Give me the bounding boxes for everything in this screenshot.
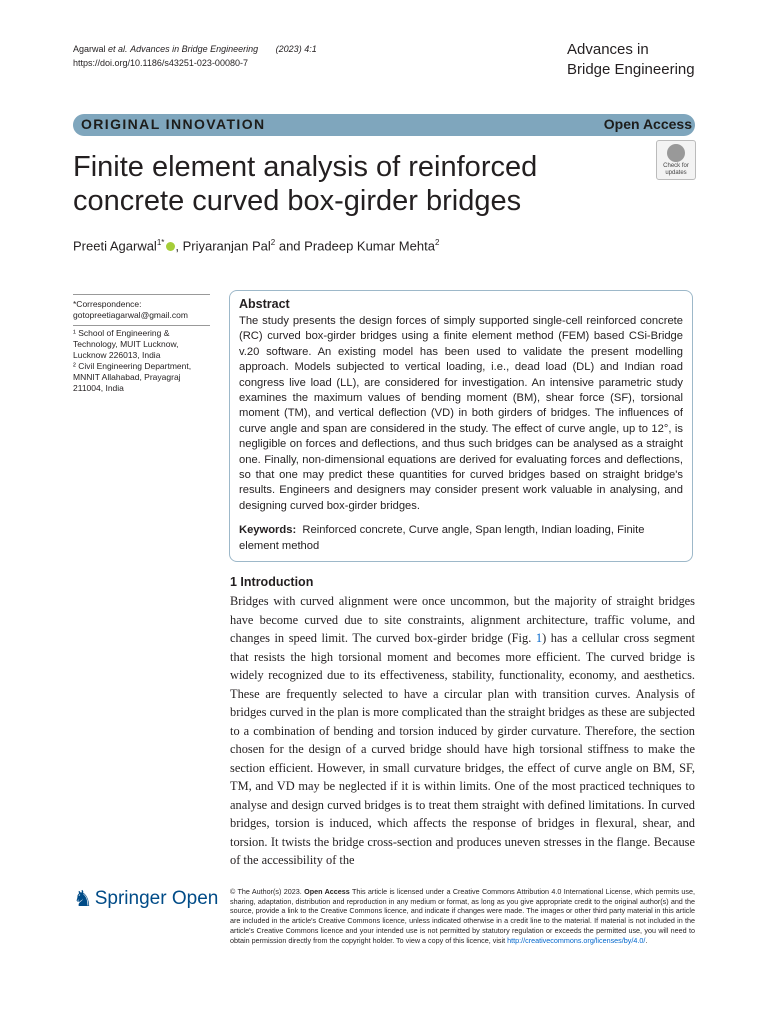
journal-name [567,40,695,80]
abstract-text: The study presents the design forces of simply supported single-cell reinforced concrete (RC) curved box-girder bridges using a finite element method (FEM) based CSi-Bridge v.20 software. An existing model has been used to validate the present modelling approach. Models subjected to vertical loading, i.e., dead load (DL) and Indian road congress live load (LL), are considered for investigation. An intensive parametric study examines the maximum values of bending moment (BM), shear force (SF), torsional moment (TM), and vertical deflection (VD) in both girders of bridges. The influences of curve angle and span are considered in the study. The effect of curve angle, up to 12°, is negligible on forces and deflections, and thus such bridges can be analysed as a straight one. Finally, non-dimensional equations are derived for evaluating forces and deflections, so that one may predict these quantities for curved bridges based on straight bridge's results. Engineers and designers may consider present work valuable in analysing, and designing curved box-girder bridges. [239,315,683,512]
keywords-label: Keywords: [239,524,297,537]
badge-line1: Check for [663,163,689,169]
article-type-banner [73,114,695,136]
keywords [239,523,683,554]
author-2: , Priyaranjan Pal [175,238,271,254]
springer-open-logo [73,886,218,912]
figure-reference-link[interactable]: 1 [535,631,543,645]
check-for-updates-badge[interactable] [656,140,696,180]
title-line1: Finite element analysis of reinforced [73,151,538,183]
affiliation-1: ¹ School of Engineering & Technology, MUIT Lucknow, Lucknow 226013, India [73,328,179,360]
springer-horse-icon: ♞ [73,886,93,911]
author-list [73,238,439,253]
affiliations-sidebar [73,292,210,394]
author-2-sup: 2 [270,238,276,247]
author-3-sup: 2 [434,238,440,247]
abstract-heading: Abstract [239,297,290,311]
title-line2: concrete curved box-girder bridges [73,185,522,217]
citation-volume: (2023) 4:1 [275,44,317,54]
article-type-label: ORIGINAL INNOVATION [81,116,266,132]
divider [73,325,210,326]
citation-etal: et al. [108,44,128,54]
intro-text-2: ) has a cellular cross segment that resists the high torsional moment and becomes more efficient. The curved bridge is widely recognized due to its effectiveness, stability, functionality, economy, and aesthetics. These are frequently selected to have a circular plan with transition curves. Analysis of bridges curved in the plan is more complicated than the straight bridges as these are subjected to a combination of bending and torsion induced by girder curvature. Therefore, the section chosen for the design of a curved bridge should have high torsional stiffness to make the section efficient. However, in small curvature bridges, the effect of curve angle on BM, SF, TM, and VD may be neglected if it is within limits. One of the most practiced techniques to analyse and design curved bridges is to treat them straight with defined limitations. In curved bridges, torsion is induced, which affects the response of bridges in flexural, shear, and torsion. It twists the bridge cross-section and produces uneven stresses in the flange. Because of the accessibility of the [230,631,695,867]
affiliation-2: ² Civil Engineering Department, MNNIT Allahabad, Prayagraj 211004, India [73,361,192,393]
journal-name-line1: Advances in [567,41,649,58]
intro-text-1: Bridges with curved alignment were once uncommon, but the majority of straight bridges have become curved due to site constraints, alignment architecture, traffic volume, and changes in speed limit. The curved box-girder bridge (Fig. [230,594,695,645]
author-1: Preeti Agarwal [73,238,157,254]
author-1-sup: 1* [156,238,165,247]
license-open-access: Open Access [304,887,350,896]
logo-open: Open [171,888,219,910]
introduction-heading: 1 Introduction [230,575,314,589]
open-access-label: Open Access [603,116,692,132]
journal-name-line2: Bridge Engineering [567,61,695,78]
citation-authors: Agarwal [73,44,106,54]
check-updates-icon [667,144,685,162]
logo-springer: Springer [94,888,167,910]
divider [73,294,210,295]
license-end: . [645,935,648,945]
citation-header [73,42,317,70]
article-title [73,150,633,218]
license-text: This article is licensed under a Creative Commons Attribution 4.0 International License, which permits use, sharing, adaptation, distribution and reproduction in any medium or format, as long as you give appropriate credit to the original author(s) and the source, provide a link to the Creative Commons licence, and indicate if changes were made. The images or other third party material in this article are included in the article's Creative Commons licence, unless indicated otherwise in a credit line to the material. If material is not included in the article's Creative Commons licence and your intended use is not permitted by statutory regulation or exceeds the permitted use, you will need to obtain permission directly from the copyright holder. To view a copy of this licence, visit [230,887,695,945]
license-footer [230,887,695,945]
doi-link[interactable]: https://doi.org/10.1186/s43251-023-00080-7 [73,58,248,68]
badge-line2: updates [665,170,687,176]
correspondence-label: *Correspondence: [73,299,142,309]
author-3: and Pradeep Kumar Mehta [275,238,435,254]
introduction-body [230,592,695,870]
correspondence-email[interactable]: gotopreetiagarwal@gmail.com [73,310,188,320]
license-link[interactable]: http://creativecommons.org/licenses/by/4.0/ [507,935,646,945]
license-prefix: © The Author(s) 2023. [230,887,302,896]
keywords-text: Reinforced concrete, Curve angle, Span length, Indian loading, Finite element method [239,524,645,552]
abstract-box [229,290,693,562]
citation-journal: Advances in Bridge Engineering [130,44,259,54]
